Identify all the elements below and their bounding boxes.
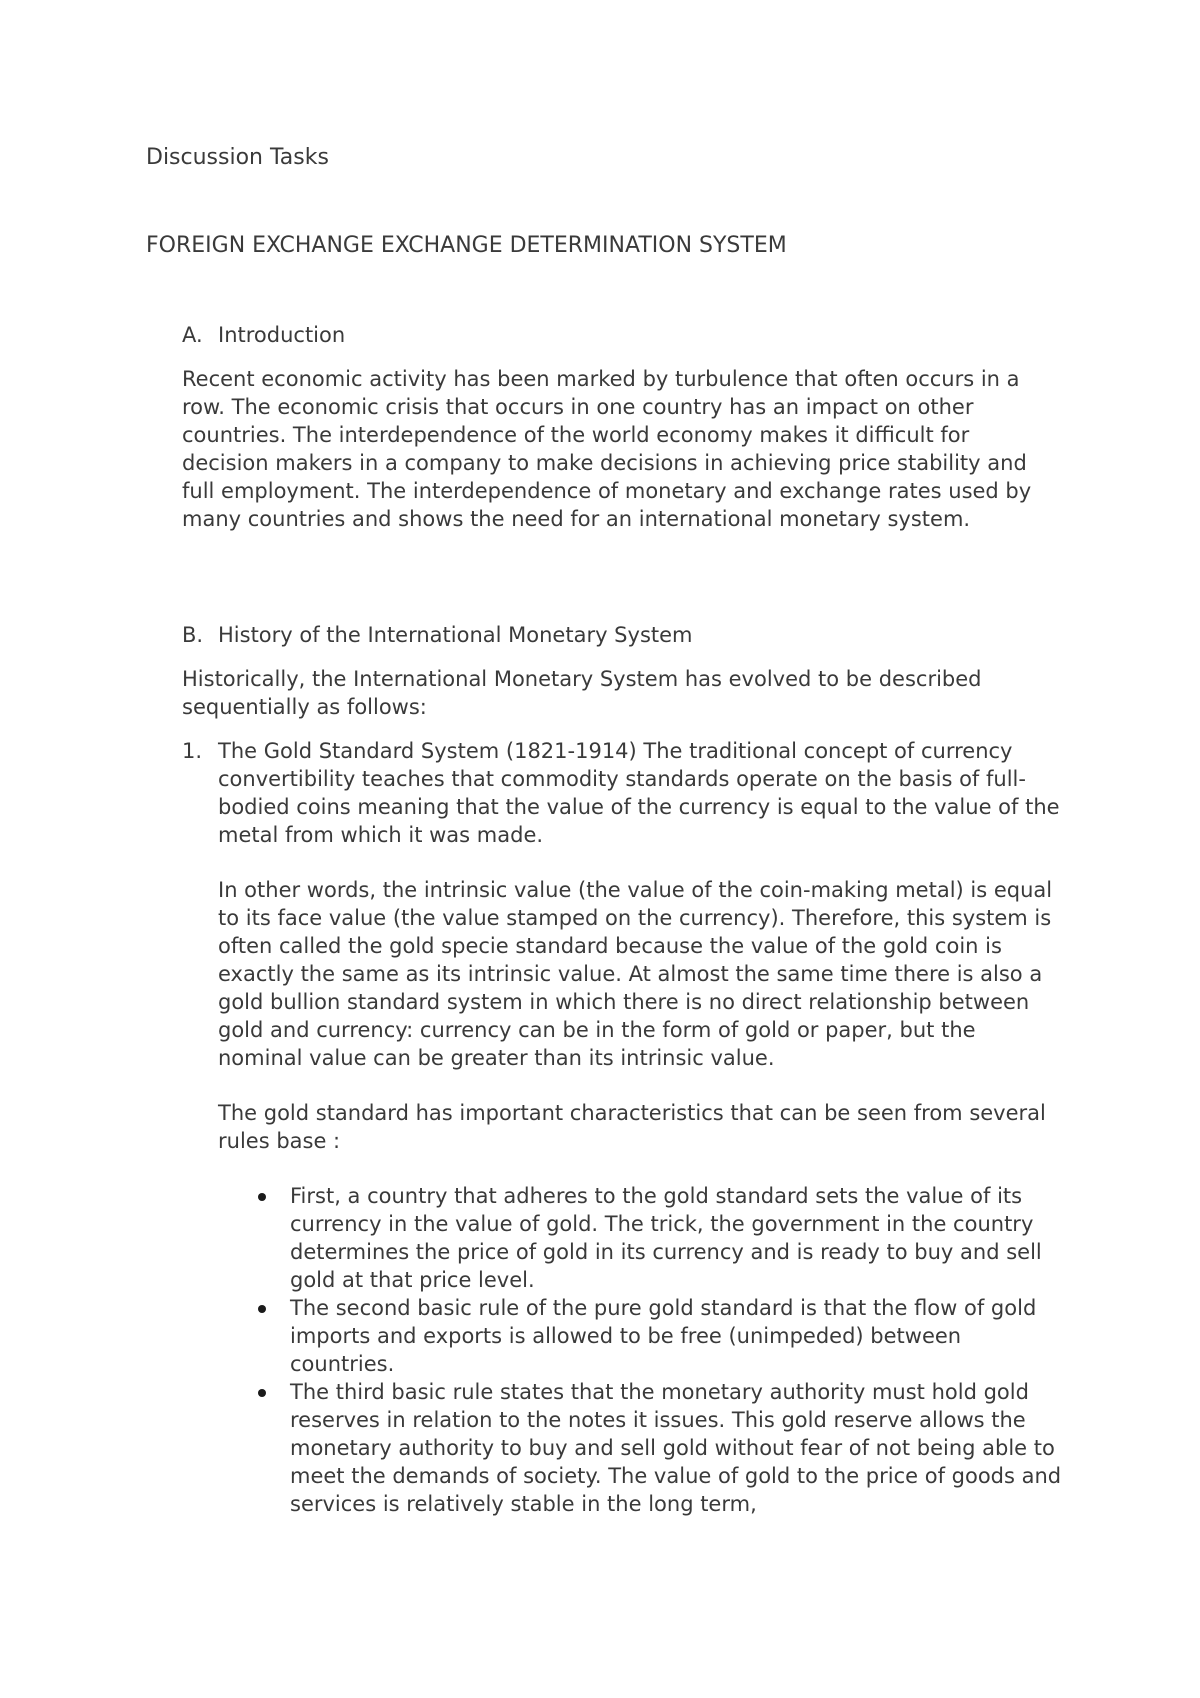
item-paragraph-1: The Gold Standard System (1821-1914) The traditional concept of currency convertibility teaches that commodity standards operate on the basis of full-bodied coins meaning that the value of the currency is equal to the value of the metal from which it was made. bbox=[218, 739, 1060, 847]
list-item bbox=[218, 1182, 1062, 1294]
bullet-icon bbox=[218, 1378, 290, 1518]
section-title: History of the International Monetary System bbox=[218, 623, 693, 647]
history-paragraph: Historically, the International Monetary System has evolved to be described sequentially as follows: bbox=[182, 667, 982, 719]
introduction-paragraph: Recent economic activity has been marked by turbulence that often occurs in a row. The economic crisis that occurs in one country has an impact on other countries. The interdependence of the world economy makes it difficult for decision makers in a company to make decisions in achieving price stability and full employment. The interdependence of monetary and exchange rates used by many countries and shows the need for an international monetary system. bbox=[182, 367, 1032, 531]
item-paragraph-3: The gold standard has important characteristics that can be seen from several rules base : bbox=[218, 1101, 1046, 1153]
section-letter: B. bbox=[182, 623, 204, 647]
bullet-icon bbox=[218, 1182, 290, 1294]
bullet-icon bbox=[218, 1294, 290, 1378]
section-title: Introduction bbox=[218, 323, 346, 347]
document-subtitle: FOREIGN EXCHANGE EXCHANGE DETERMINATION SYSTEM bbox=[146, 233, 787, 258]
section-letter: A. bbox=[182, 323, 203, 347]
list-item-text: First, a country that adheres to the gold standard sets the value of its currency in the value of gold. The trick, the government in the country determines the price of gold in its currency and is ready to buy and sell gold at that price level. bbox=[290, 1184, 1042, 1292]
item-paragraph-2: In other words, the intrinsic value (the value of the coin-making metal) is equal to its face value (the value stamped on the currency). Therefore, this system is often called the gold specie standard because the value of the gold coin is exactly the same as its intrinsic value. At almost the same time there is also a gold bullion standard system in which there is no direct relationship between gold and currency: currency can be in the form of gold or paper, but the nominal value can be greater than its intrinsic value. bbox=[218, 878, 1053, 1070]
section-introduction bbox=[182, 321, 1062, 533]
document-title: Discussion Tasks bbox=[146, 145, 329, 170]
list-item bbox=[218, 1378, 1062, 1518]
gold-standard-rules-list bbox=[218, 1182, 1062, 1518]
item-body bbox=[218, 737, 1062, 1518]
list-item-text: The second basic rule of the pure gold standard is that the flow of gold imports and exports is allowed to be free (unimpeded) between countries. bbox=[290, 1296, 1037, 1376]
list-item-text: The third basic rule states that the monetary authority must hold gold reserves in relation to the notes it issues. This gold reserve allows the monetary authority to buy and sell gold without fear of not being able to meet the demands of society. The value of gold to the price of goods and services is relatively stable in the long term, bbox=[290, 1380, 1062, 1516]
list-item bbox=[218, 1294, 1062, 1378]
section-heading-history bbox=[182, 621, 1062, 649]
section-heading-introduction bbox=[182, 321, 1062, 349]
section-history bbox=[182, 621, 1062, 721]
item-number: 1. bbox=[182, 739, 203, 763]
numbered-item-gold-standard bbox=[182, 737, 1062, 1518]
